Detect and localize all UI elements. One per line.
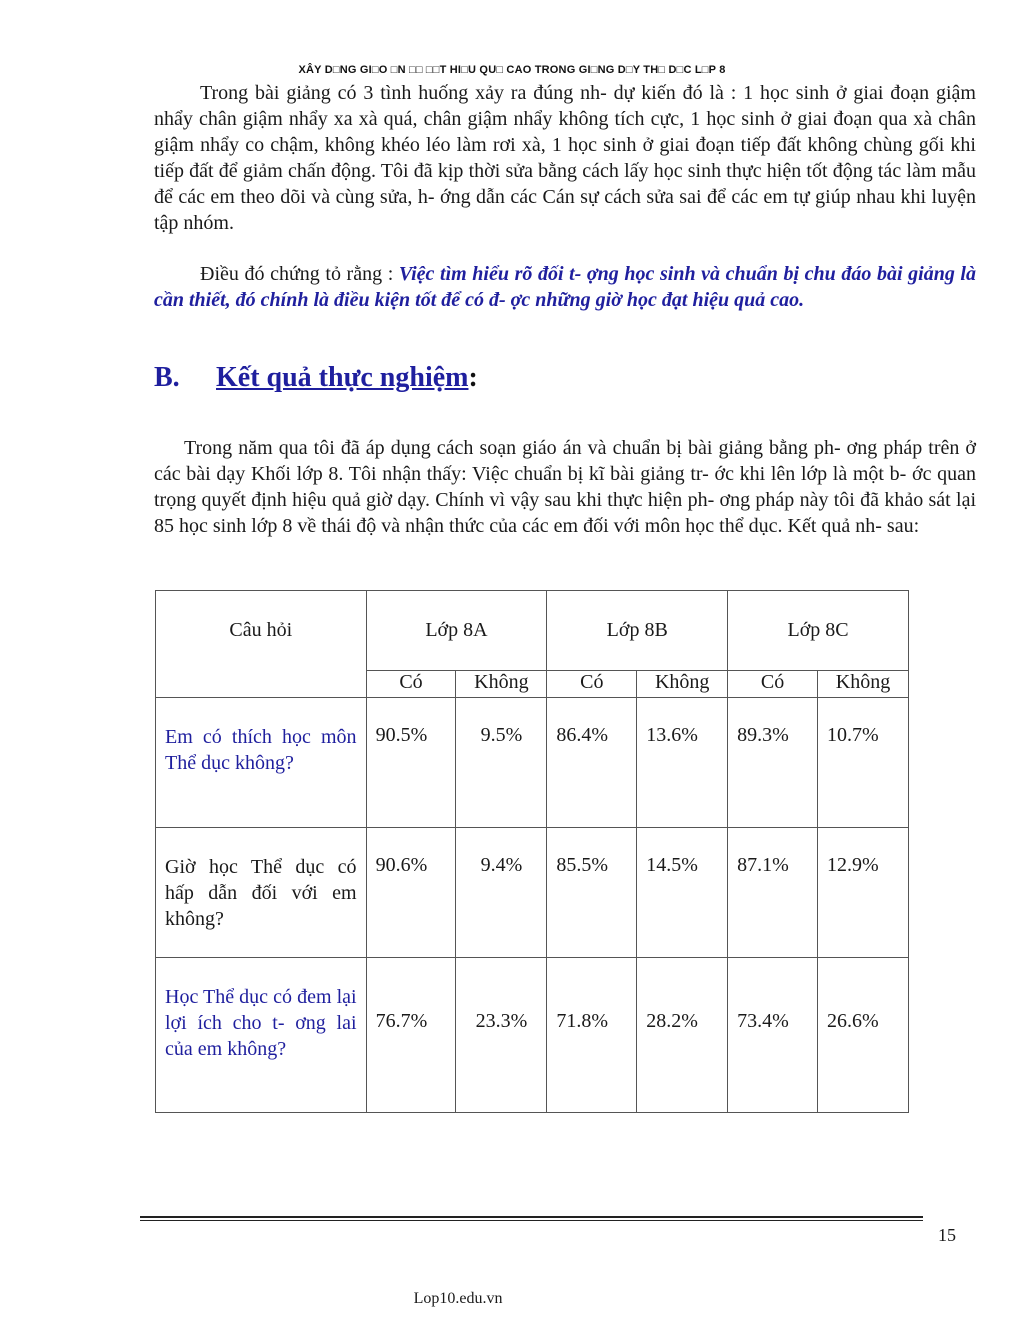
paragraph-experiment: Trong năm qua tôi đã áp dụng cách soạn giáo án và chuẩn bị bài giảng bằng ph- ơng pháp trên ở các bài dạy Khối lớp 8. Tôi nhận thấy: Việc chuẩn bị kĩ bài giảng tr- ớc khi lên lớp là một b- ớc quan trọng quyết định hiệu quả giờ dạy. Chính vì vậy sau khi thực hiện ph- ơng pháp này tôi đã khảo sát lại 85 học sinh lớp 8 về thái độ và nhận thức của các em đối với môn học thể dục. Kết quả nh- sau: (154, 437, 976, 537)
section-heading (154, 362, 478, 394)
value-cell: 26.6% (818, 958, 909, 1113)
footer-rule (140, 1216, 923, 1218)
value-cell: 86.4% (547, 698, 637, 828)
footer-rule-thin (140, 1220, 923, 1221)
running-header: XÂY D□NG GI□O □N □□ □□T HI□U QU□ CAO TRONG GI□NG D□Y TH□ D□C L□P 8 (298, 64, 726, 76)
paragraph-situations: Trong bài giảng có 3 tình huống xảy ra đúng nh- dự kiến đó là : 1 học sinh ở giai đoạn giậm nhẩy chân giậm nhẩy xa xà quá, chân giậm nhẩy không tích cực, 1 học sinh ở giai đoạn qua xà chân giậm nhẩy co chậm, không khéo léo làm rơi xà, 1 học sinh ở giai đoạn tiếp đất không chùng gối khi tiếp đất để giảm chấn động. Tôi đã kịp thời sửa bằng cách lấy học sinh thực hiện tốt động tác làm mẫu để các em theo dõi và cùng sửa, h- ớng dẫn các Cán sự cách sửa sai để các em tự giúp nhau khi luyện tập nhóm. (154, 82, 976, 234)
section-title: Kết quả thực nghiệm (216, 362, 469, 393)
yes-header: Có (547, 671, 637, 698)
no-header: Không (456, 671, 547, 698)
section-colon: : (468, 362, 478, 393)
value-cell: 90.5% (366, 698, 456, 828)
class-header-8c: Lớp 8C (728, 591, 909, 671)
question-cell: Học Thể dục có đem lại lợi ích cho t- ơng lai của em không? (156, 958, 367, 1113)
class-header-8a: Lớp 8A (366, 591, 547, 671)
footer-site: Lop10.edu.vn (413, 1290, 503, 1307)
value-cell: 73.4% (728, 958, 818, 1113)
value-cell: 90.6% (366, 828, 456, 958)
value-cell: 12.9% (818, 828, 909, 958)
value-cell: 87.1% (728, 828, 818, 958)
value-cell: 9.4% (456, 828, 547, 958)
value-cell: 28.2% (637, 958, 728, 1113)
value-cell: 85.5% (547, 828, 637, 958)
value-cell: 23.3% (456, 958, 547, 1113)
page-number: 15 (938, 1225, 956, 1245)
table-row (156, 698, 909, 828)
value-cell: 14.5% (637, 828, 728, 958)
value-cell: 89.3% (728, 698, 818, 828)
conclusion-emphasis: Việc tìm hiểu rõ đối t- ợng học sinh và chuẩn bị chu đáo bài giảng là cần thiết, đó chính là điều kiện tốt để có đ- ợc những giờ học đạt hiệu quả cao. (154, 263, 976, 311)
no-header: Không (637, 671, 728, 698)
yes-header: Có (366, 671, 456, 698)
table-row (156, 828, 909, 958)
value-cell: 13.6% (637, 698, 728, 828)
value-cell: 9.5% (456, 698, 547, 828)
table-row (156, 958, 909, 1113)
conclusion-lead: Điều đó chứng tỏ rằng : (200, 263, 399, 285)
yes-header: Có (728, 671, 818, 698)
value-cell: 10.7% (818, 698, 909, 828)
section-number: B. (154, 362, 180, 393)
value-cell: 76.7% (366, 958, 456, 1113)
results-table (155, 590, 909, 1113)
question-cell: Em có thích học môn Thể dục không? (156, 698, 367, 828)
class-header-8b: Lớp 8B (547, 591, 728, 671)
value-cell: 71.8% (547, 958, 637, 1113)
question-header: Câu hỏi (156, 591, 367, 698)
paragraph-conclusion (154, 261, 976, 313)
no-header: Không (818, 671, 909, 698)
question-cell: Giờ học Thể dục có hấp dẫn đối với em không? (156, 828, 367, 958)
